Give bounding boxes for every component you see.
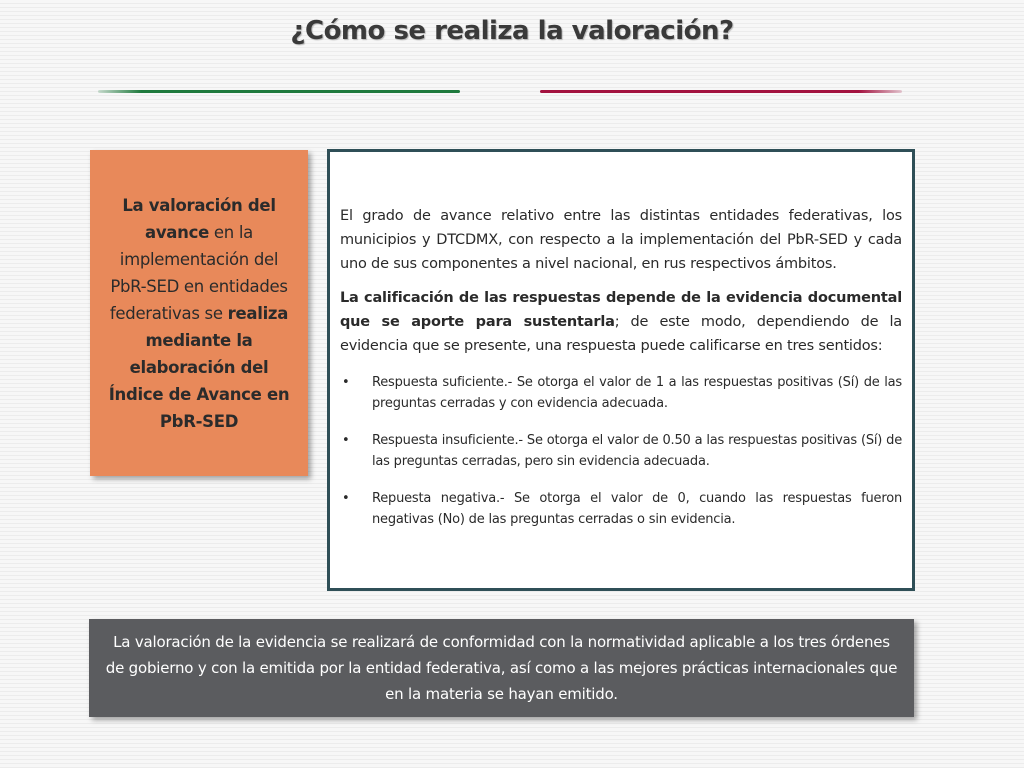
- intro-paragraph: El grado de avance relativo entre las distintas entidades federativas, los municipios y DTCDMX, con respecto a la implementación del PbR-SED y cada uno de sus componentes a nivel nacional, en rus respectivos ámbitos.: [340, 208, 902, 272]
- list-item: [340, 488, 902, 530]
- green-divider: [98, 90, 460, 93]
- summary-bold-tail: realiza mediante la elaboración del Índice de Avance en PbR-SED: [108, 303, 290, 431]
- footer-note: [89, 619, 914, 717]
- bullet-icon: •: [342, 375, 350, 390]
- red-divider: [540, 90, 902, 93]
- content-panel: [327, 149, 915, 591]
- list-item-text: Respuesta suficiente.- Se otorga el valor de 1 a las respuestas positivas (Sí) de las preguntas cerradas y con evidencia adecuada.: [372, 375, 902, 411]
- rating-criteria-list: [340, 372, 902, 530]
- bullet-icon: •: [342, 491, 350, 506]
- summary-bold-lead: La valoración del avance: [122, 195, 276, 242]
- summary-callout: [90, 150, 308, 476]
- list-item: [340, 430, 902, 472]
- rating-paragraph: [340, 286, 902, 358]
- list-item-text: Repuesta negativa.- Se otorga el valor de 0, cuando las respuestas fueron negativas (No) de las preguntas cerradas o sin evidencia.: [372, 491, 902, 527]
- rating-paragraph-rest: ; de este modo, dependiendo de la evidencia que se presente, una respuesta puede calificarse en tres sentidos:: [340, 314, 902, 354]
- list-item-text: Respuesta insuficiente.- Se otorga el valor de 0.50 a las respuestas positivas (Sí) de las preguntas cerradas, pero sin evidencia adecuada.: [372, 433, 902, 469]
- summary-text: [100, 192, 298, 435]
- list-item: [340, 372, 902, 414]
- summary-middle: en la implementación del PbR-SED en entidades federativas se: [109, 222, 288, 323]
- footer-note-text: La valoración de la evidencia se realizará de conformidad con la normatividad aplicable a los tres órdenes de gobierno y con la emitida por la entidad federativa, así como a las mejores prácticas internacionales que en la materia se hayan emitido.: [105, 633, 898, 703]
- page-title: ¿Cómo se realiza la valoración?: [290, 16, 734, 46]
- bullet-icon: •: [342, 433, 350, 448]
- rating-paragraph-bold: La calificación de las respuestas depende de la evidencia documental que se aporte para sustentarla: [340, 290, 902, 330]
